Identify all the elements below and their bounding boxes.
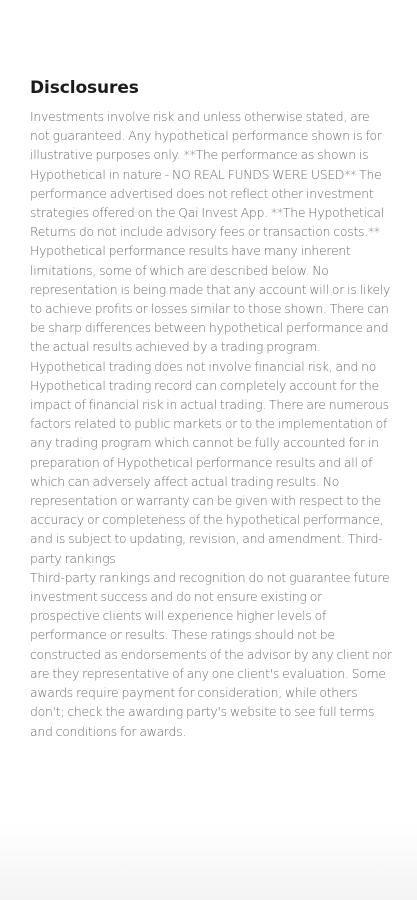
- disclosures-body: Investments involve risk and unless otherwise stated, are not guaranteed. Any hypothetical performance shown is for illustrative purposes only. **The performance as shown is Hypothetical in nature - NO REAL FUNDS WERE USED** The performance advertised does not reflect other investment strategies offered on the Qai Invest App. **The Hypothetical Returns do not include advisory fees or transaction costs.** Hypothetical performance results have many inherent limitations, some of which are described below. No representation is being made that any account will or is likely to achieve profits or losses similar to those shown. There can be sharp differences between hypothetical performance and the actual results achieved by a trading program. Hypothetical trading does not involve financial risk, and no Hypothetical trading record can completely account for the impact of financial risk in actual trading. There are numerous factors related to public markets or to the implementation of any trading program which cannot be fully accounted for in preparation of Hypothetical performance results and all of which can adversely affect actual trading results. No representation or warranty can be given with respect to the accuracy or completeness of the hypothetical performance, and is subject to updating, revision, and amendment. Third-party rankings Third-party rankings and recognition do not guarantee future investment success and do not ensure existing or prospective clients will experience higher levels of performance or results. These ratings should not be constructed as endorsements of the advisor by any client nor are they representative of any one client's evaluation. Some awards require payment for consideration, while others don't; check the awarding party's website to see full terms and conditions for awards.: [30, 109, 392, 739]
- disclosures-title: Disclosures: [30, 78, 139, 98]
- disclosures-section: [30, 77, 392, 741]
